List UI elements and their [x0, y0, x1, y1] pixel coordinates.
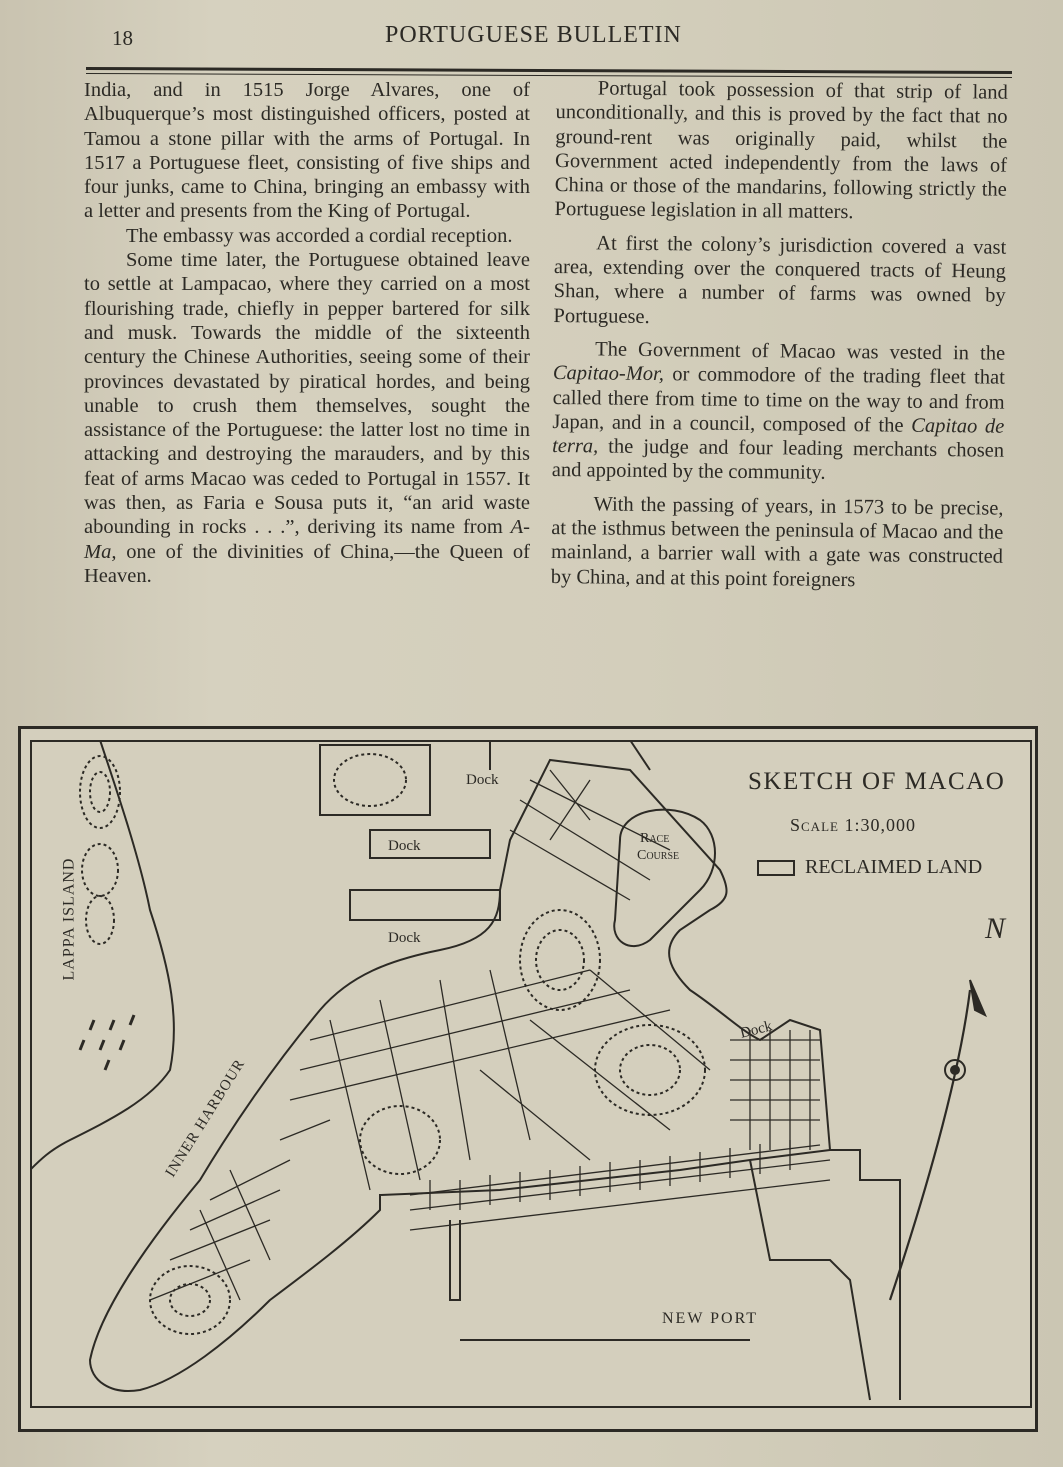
right-paragraph-3-italic-2: Capitao de terra, [552, 414, 1005, 458]
right-column [551, 76, 1008, 594]
right-paragraph-3-b: or commodore of the trading fleet that called there from time to time on the way to and from Japan, and in a council, composed of the [552, 363, 1005, 437]
reclaimed-land-swatch [757, 860, 795, 876]
macao-sketch-map [30, 740, 1032, 1408]
map-label-race: Race [640, 831, 670, 846]
right-paragraph-2: At first the colony’s jurisdiction covered a vast area, extending over the conquered tracts of Heung Shan, where a number of farms was owned by Portuguese. [553, 232, 1007, 328]
left-paragraph-1: India, and in 1515 Jorge Alvares, one of Albuquerque’s most distinguished officers, posted at Tamou a stone pillar with the arms of Portugal. In 1517 a Portuguese fleet, consisting of five ships and four junks, came to China, bringing an embassy with a letter and presents from the King of Portugal. [84, 79, 530, 223]
left-paragraph-3-text: Some time later, the Portuguese obtained leave to settle at Lampacao, where they carried on a most flourishing trade, chiefly in pepper bartered for silk and musk. Towards the middle of the sixteenth century the Chinese Authorities, seeing some of their provinces devastated by piratical hordes, and being unable to crush them themselves, sought the assistance of the Portuguese: the latter lost no time in attacking and destroying the marauders, and by this feat of arms Macao was ceded to Portugal in 1557. It was then, as Faria e Sousa puts it, “an arid waste abounding in rocks . . .”, deriving its name from [84, 249, 530, 539]
right-paragraph-3 [552, 337, 1006, 488]
central-hill [520, 910, 600, 1010]
left-paragraph-2: The embassy was accorded a cordial reception. [126, 224, 513, 247]
lappa-hill-2 [82, 844, 118, 896]
right-paragraph-3-c: the judge and four leading merchants chosen and appointed by the community. [551, 435, 1005, 485]
north-arrow-line [890, 990, 970, 1300]
map-label-dock-right: Dock [738, 1018, 774, 1042]
new-port-pier-left [450, 1220, 460, 1300]
map-label-new-port: NEW PORT [662, 1310, 759, 1327]
map-label-course: Course [637, 848, 680, 863]
running-title: PORTUGUESE BULLETIN [385, 22, 682, 48]
monte-hill [360, 1106, 440, 1174]
right-paragraph-1: Portugal took possession of that strip of land unconditionally, and this is proved by the fact that no ground-rent was originally paid, whilst the Government acted independently from the laws of China or those of the mandarins, following strictly the Portuguese legislation in all matters. [554, 77, 1008, 224]
left-paragraph-3-italic: A-Ma, [84, 516, 530, 563]
map-label-lappa-island: LAPPA ISLAND [60, 857, 78, 981]
left-paragraph-3-end: one of the divinities of China,—the Queen of Heaven. [84, 540, 530, 587]
map-label-inner-harbour: INNER HARBOUR [162, 1056, 249, 1181]
left-column [84, 78, 530, 588]
map-label-dock-middle: Dock [388, 930, 421, 946]
right-paragraph-3-a: The Government of Macao was vested in the [595, 338, 1006, 365]
penha-hill [150, 1266, 230, 1334]
map-legend [757, 856, 982, 879]
right-paragraph-3-italic-1: Capitao-Mor, [552, 362, 665, 386]
legend-label: RECLAIMED LAND [805, 856, 983, 878]
lappa-island-coast [30, 740, 174, 1170]
north-label: N [985, 912, 1006, 945]
map-label-dock-upper-left: Dock [388, 838, 421, 854]
new-port-breakwater [750, 1150, 900, 1400]
map-label-dock-top: Dock [466, 772, 499, 788]
right-paragraph-4: With the passing of years, in 1573 to be precise, at the isthmus between the peninsula of Macao and the mainland, a barrier wall with a gate was constructed by China, and at this point foreigners [550, 493, 1004, 591]
top-left-block [320, 745, 430, 815]
page-number: 18 [112, 26, 133, 50]
lappa-hill-1 [80, 756, 120, 828]
guia-hill [595, 1025, 705, 1115]
left-paragraph-3 [84, 248, 530, 588]
map-scale: Scale 1:30,000 [790, 815, 916, 835]
map-title: SKETCH OF MACAO [748, 768, 1006, 795]
